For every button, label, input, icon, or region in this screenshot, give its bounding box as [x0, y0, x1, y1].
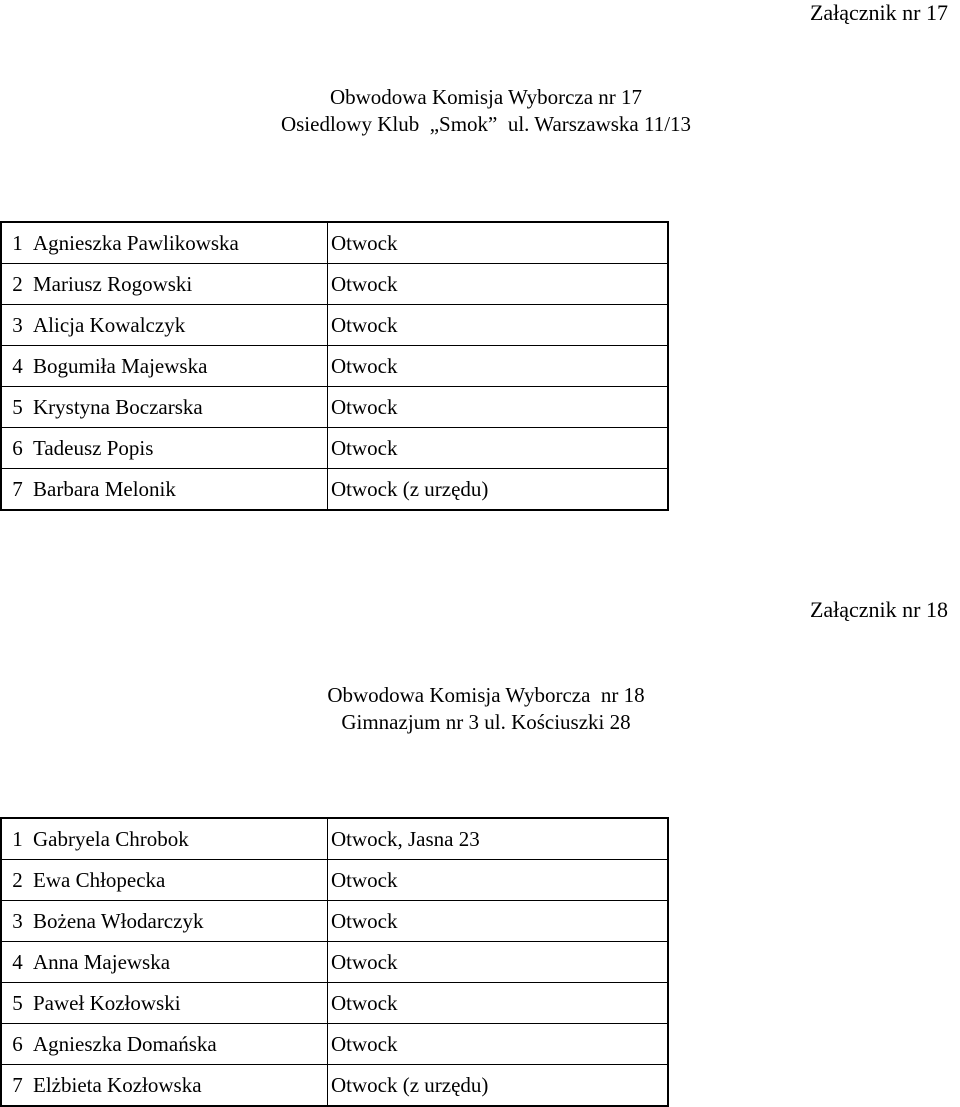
member-name: Krystyna Boczarska [33, 387, 328, 428]
member-name: Anna Majewska [33, 942, 328, 983]
member-name: Barbara Melonik [33, 469, 328, 511]
commission-header [0, 84, 960, 138]
member-number: 2 [1, 264, 33, 305]
table-row [1, 305, 668, 346]
table-row [1, 818, 668, 860]
table-row [1, 942, 668, 983]
table-row [1, 1065, 668, 1107]
member-city: Otwock [328, 222, 669, 264]
commission-location: Osiedlowy Klub „Smok” ul. Warszawska 11/13 [280, 112, 692, 136]
member-name: Tadeusz Popis [33, 428, 328, 469]
member-city: Otwock [328, 264, 669, 305]
commission-header [0, 682, 960, 736]
member-number: 7 [1, 469, 33, 511]
member-number: 6 [1, 1024, 33, 1065]
member-name: Paweł Kozłowski [33, 983, 328, 1024]
commission-title: Obwodowa Komisja Wyborcza nr 18 [327, 683, 645, 707]
table-row [1, 428, 668, 469]
member-name: Alicja Kowalczyk [33, 305, 328, 346]
table-row [1, 1024, 668, 1065]
member-city: Otwock [328, 305, 669, 346]
member-number: 1 [1, 222, 33, 264]
member-number: 2 [1, 860, 33, 901]
member-city: Otwock [328, 387, 669, 428]
attachment-label: Załącznik nr 18 [809, 597, 948, 622]
members-table [0, 817, 669, 1107]
member-city: Otwock, Jasna 23 [328, 818, 669, 860]
member-number: 3 [1, 305, 33, 346]
attachment-label: Załącznik nr 17 [809, 0, 948, 25]
member-city: Otwock [328, 942, 669, 983]
table-row [1, 983, 668, 1024]
commission-location: Gimnazjum nr 3 ul. Kościuszki 28 [341, 710, 631, 734]
member-number: 4 [1, 346, 33, 387]
members-table [0, 221, 669, 511]
member-number: 5 [1, 387, 33, 428]
table-row [1, 387, 668, 428]
member-city: Otwock [328, 901, 669, 942]
table-row [1, 222, 668, 264]
member-number: 4 [1, 942, 33, 983]
member-name: Elżbieta Kozłowska [33, 1065, 328, 1107]
member-name: Bożena Włodarczyk [33, 901, 328, 942]
table-row [1, 901, 668, 942]
member-name: Bogumiła Majewska [33, 346, 328, 387]
member-name: Mariusz Rogowski [33, 264, 328, 305]
member-city: Otwock (z urzędu) [328, 469, 669, 511]
member-city: Otwock (z urzędu) [328, 1065, 669, 1107]
member-name: Gabryela Chrobok [33, 818, 328, 860]
member-name: Ewa Chłopecka [33, 860, 328, 901]
member-city: Otwock [328, 428, 669, 469]
table-row [1, 346, 668, 387]
member-name: Agnieszka Pawlikowska [33, 222, 328, 264]
member-city: Otwock [328, 983, 669, 1024]
member-name: Agnieszka Domańska [33, 1024, 328, 1065]
table-row [1, 264, 668, 305]
member-city: Otwock [328, 346, 669, 387]
member-city: Otwock [328, 860, 669, 901]
commission-title: Obwodowa Komisja Wyborcza nr 17 [329, 85, 643, 109]
table-row [1, 860, 668, 901]
member-number: 6 [1, 428, 33, 469]
table-row [1, 469, 668, 511]
member-number: 3 [1, 901, 33, 942]
member-city: Otwock [328, 1024, 669, 1065]
member-number: 5 [1, 983, 33, 1024]
member-number: 1 [1, 818, 33, 860]
member-number: 7 [1, 1065, 33, 1107]
